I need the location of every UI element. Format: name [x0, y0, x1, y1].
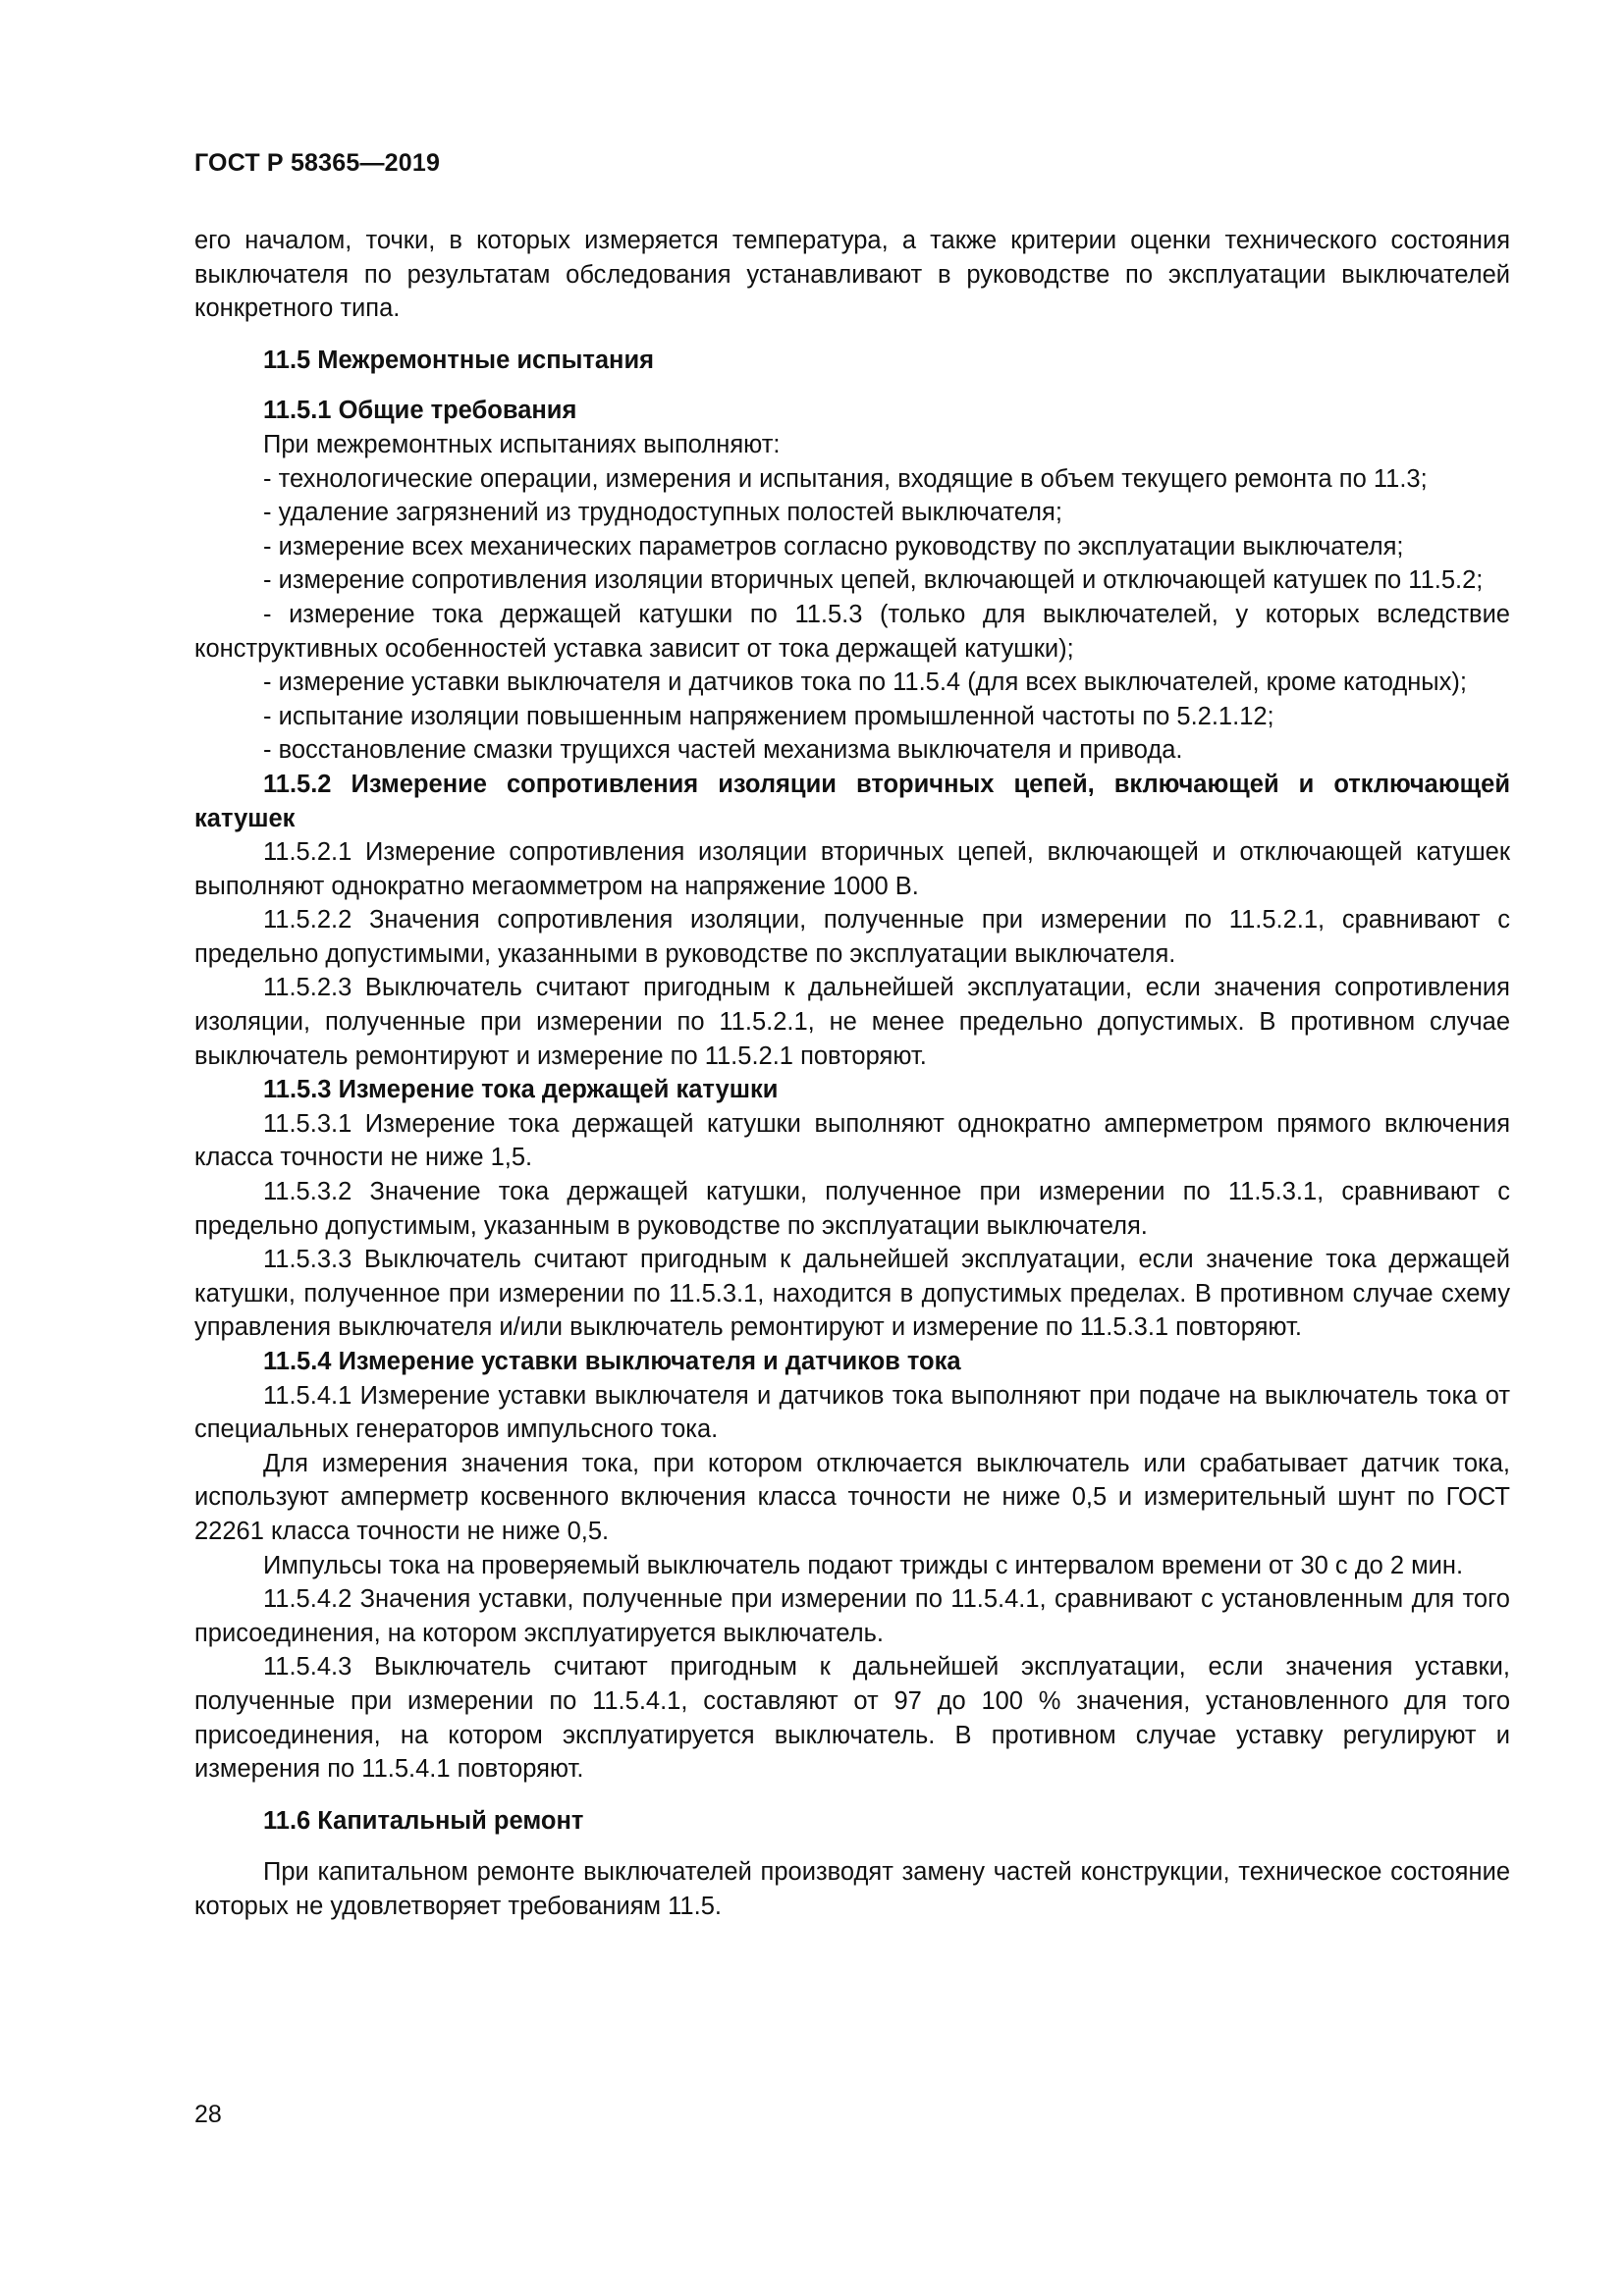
subsection-heading-11-5-3: 11.5.3 Измерение тока держащей катушки [263, 1076, 779, 1104]
paragraph-11-5-3-3: 11.5.3.3 Выключатель считают пригодным к дальнейшей эксплуатации, если значение тока держащей катушки, полученное при измерении по 11.5.3.1, находится в допустимых пределах. В противном случае схему управления выключателя и/или выключатель ремонтируют и измерение по 11.5.3.1 повторяют. [194, 1246, 1510, 1342]
paragraph-intro: его началом, точки, в которых измеряется температура, а также критерии оценки технического состояния выключателя по результатам обследования устанавливают в руководстве по эксплуатации выключателей конкретного типа. [194, 227, 1510, 323]
paragraph-11-5-2-1: 11.5.2.1 Измерение сопротивления изоляции вторичных цепей, включающей и отключающей катушек выполняют однократно мегаомметром на напряжение 1000 В. [194, 838, 1510, 900]
list-item: - измерение всех механических параметров согласно руководству по эксплуатации выключателя; [263, 532, 1404, 561]
paragraph-11-5-4-3: 11.5.4.3 Выключатель считают пригодным к дальнейшей эксплуатации, если значения уставки, полученные при измерении по 11.5.4.1, составляют от 97 до 100 % значения, установленного для того присоединения, на котором эксплуатируется выключатель. В противном случае уставку регулируют и измерения по 11.5.4.1 повторяют. [194, 1653, 1510, 1784]
paragraph-11-5-4-1-measurement: Для измерения значения тока, при котором отключается выключатель или срабатывает датчик тока, используют амперметр косвенного включения класса точности не ниже 0,5 и измерительный шунт по ГОСТ 22261 класса точности не ниже 0,5. [194, 1449, 1510, 1545]
paragraph-11-5-4-2: 11.5.4.2 Значения уставки, полученные при измерении по 11.5.4.1, сравнивают с установленным для того присоединения, на котором эксплуатируется выключатель. [194, 1585, 1510, 1647]
paragraph-11-6: При капитальном ремонте выключателей производят замену частей конструкции, техническое состояние которых не удовлетворяет требованиям 11.5. [194, 1858, 1510, 1920]
page-number: 28 [194, 2101, 222, 2128]
section-heading-11-5: 11.5 Межремонтные испытания [263, 346, 655, 374]
list-item: - технологические операции, измерения и испытания, входящие в объем текущего ремонта по 11.3; [263, 464, 1428, 493]
subsection-heading-11-5-1: 11.5.1 Общие требования [263, 397, 577, 425]
subsection-heading-11-5-2: 11.5.2 Измерение сопротивления изоляции вторичных цепей, включающей и отключающей катушек [194, 770, 1510, 832]
list-item: - измерение сопротивления изоляции вторичных цепей, включающей и отключающей катушек по 11.5.2; [263, 566, 1484, 595]
paragraph-11-5-4-1: 11.5.4.1 Измерение уставки выключателя и датчиков тока выполняют при подаче на выключатель тока от специальных генераторов импульсного тока. [194, 1381, 1510, 1444]
list-item: - измерение тока держащей катушки по 11.5.3 (только для выключателей, у которых вследствие конструктивных особенностей уставка зависит от тока держащей катушки); [194, 600, 1510, 663]
paragraph-11-5-2-3: 11.5.2.3 Выключатель считают пригодным к дальнейшей эксплуатации, если значения сопротивления изоляции, полученные при измерении по 11.5.2.1, не менее предельно допустимых. В противном случае выключатель ремонтируют и измерение по 11.5.2.1 повторяют. [194, 974, 1510, 1070]
paragraph-11-5-2-2: 11.5.2.2 Значения сопротивления изоляции, полученные при измерении по 11.5.2.1, сравнивают с предельно допустимыми, указанными в руководстве по эксплуатации выключателя. [194, 906, 1510, 968]
list-item: - измерение уставки выключателя и датчиков тока по 11.5.4 (для всех выключателей, кроме катодных); [263, 668, 1467, 697]
document-body [194, 224, 1510, 1924]
section-heading-11-6: 11.6 Капитальный ремонт [263, 1806, 584, 1835]
paragraph-11-5-3-2: 11.5.3.2 Значение тока держащей катушки, полученное при измерении по 11.5.3.1, сравнивают с предельно допустимым, указанным в руководстве по эксплуатации выключателя. [194, 1178, 1510, 1240]
list-item: - восстановление смазки трущихся частей механизма выключателя и привода. [263, 736, 1183, 765]
subsection-heading-11-5-4: 11.5.4 Измерение уставки выключателя и датчиков тока [263, 1348, 961, 1375]
list-item: - испытание изоляции повышенным напряжением промышленной частоты по 5.2.1.12; [263, 702, 1274, 730]
paragraph-11-5-1-lead: При межремонтных испытаниях выполняют: [263, 430, 781, 458]
document-header: ГОСТ Р 58365—2019 [194, 149, 441, 177]
paragraph-11-5-3-1: 11.5.3.1 Измерение тока держащей катушки выполняют однократно амперметром прямого включения класса точности не ниже 1,5. [194, 1109, 1510, 1172]
list-item: - удаление загрязнений из труднодоступных полостей выключателя; [263, 499, 1062, 527]
paragraph-11-5-4-1-impulses: Импульсы тока на проверяемый выключатель подают трижды с интервалом времени от 30 с до 2 мин. [263, 1551, 1464, 1579]
